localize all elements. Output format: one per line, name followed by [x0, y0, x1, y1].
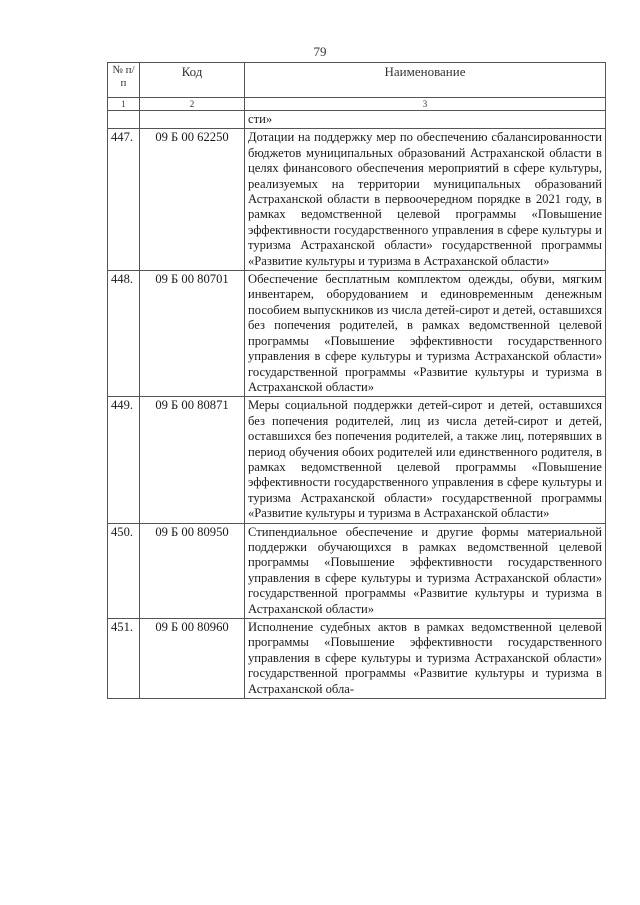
header-num: № п/п: [108, 63, 140, 98]
row-code: 09 Б 00 80871: [140, 397, 245, 523]
row-name: Исполнение судебных актов в рамках ведомственной целевой программы «Повышение эффективности государственного управления в сфере культуры и туризма Астраханской области» государственной программы «Развитие культуры и туризма в Астраханской обла-: [245, 619, 606, 699]
row-name: Обеспечение бесплатным комплектом одежды, обуви, мягким инвентарем, оборудованием и единовременным денежным пособием выпускников из числа детей-сирот и детей, оставшихся без попечения родителей, в рамках ведомственной целевой программы «Повышение эффективности государственного управления в сфере культуры и туризма Астраханской области» государственной программы «Развитие культуры и туризма в Астраханской области»: [245, 271, 606, 397]
table-row: [108, 129, 606, 271]
row-number: 449.: [108, 397, 140, 523]
header-code: Код: [140, 63, 245, 98]
row-number: 448.: [108, 271, 140, 397]
row-code: 09 Б 00 80950: [140, 523, 245, 618]
column-index-1: 1: [108, 98, 140, 111]
row-number: 450.: [108, 523, 140, 618]
table-header-row: [108, 63, 606, 98]
column-index-2: 2: [140, 98, 245, 111]
column-index-row: [108, 98, 606, 111]
continuation-num: [108, 111, 140, 129]
row-code: 09 Б 00 80701: [140, 271, 245, 397]
budget-code-table: [107, 62, 606, 699]
row-name: Дотации на поддержку мер по обеспечению сбалансированности бюджетов муниципальных образований Астраханской области в целях финансового обеспечения мероприятий в сфере культуры, реализуемых на территории муниципальных образований Астраханской области в первоочередном порядке в 2021 году, в рамках ведомственной целевой программы «Повышение эффективности государственного управления в сфере культуры и туризма Астраханской области» государственной программы «Развитие культуры и туризма в Астраханской области»: [245, 129, 606, 271]
row-name: Стипендиальное обеспечение и другие формы материальной поддержки обучающихся в рамках ведомственной целевой программы «Повышение эффективности государственного управления в сфере культуры и туризма Астраханской области» государственной программы «Развитие культуры и туризма в Астраханской области»: [245, 523, 606, 618]
table-row: [108, 397, 606, 523]
continuation-code: [140, 111, 245, 129]
continuation-text: сти»: [245, 111, 606, 129]
row-code: 09 Б 00 62250: [140, 129, 245, 271]
row-name: Меры социальной поддержки детей-сирот и детей, оставшихся без попечения родителей, лиц из числа детей-сирот и детей, оставшихся без попечения родителей, а также лиц, потерявших в период обучения обоих родителей или единственного родителя, в рамках ведомственной целевой программы «Повышение эффективности государственного управления в сфере культуры и туризма Астраханской области» государственной программы «Развитие культуры и туризма в Астраханской области»: [245, 397, 606, 523]
page-number: 79: [313, 44, 327, 59]
row-code: 09 Б 00 80960: [140, 619, 245, 699]
table-row: [108, 523, 606, 618]
continuation-row: [108, 111, 606, 129]
row-number: 451.: [108, 619, 140, 699]
table-row: [108, 271, 606, 397]
column-index-3: 3: [245, 98, 606, 111]
table-row: [108, 619, 606, 699]
row-number: 447.: [108, 129, 140, 271]
header-name: Наименование: [245, 63, 606, 98]
